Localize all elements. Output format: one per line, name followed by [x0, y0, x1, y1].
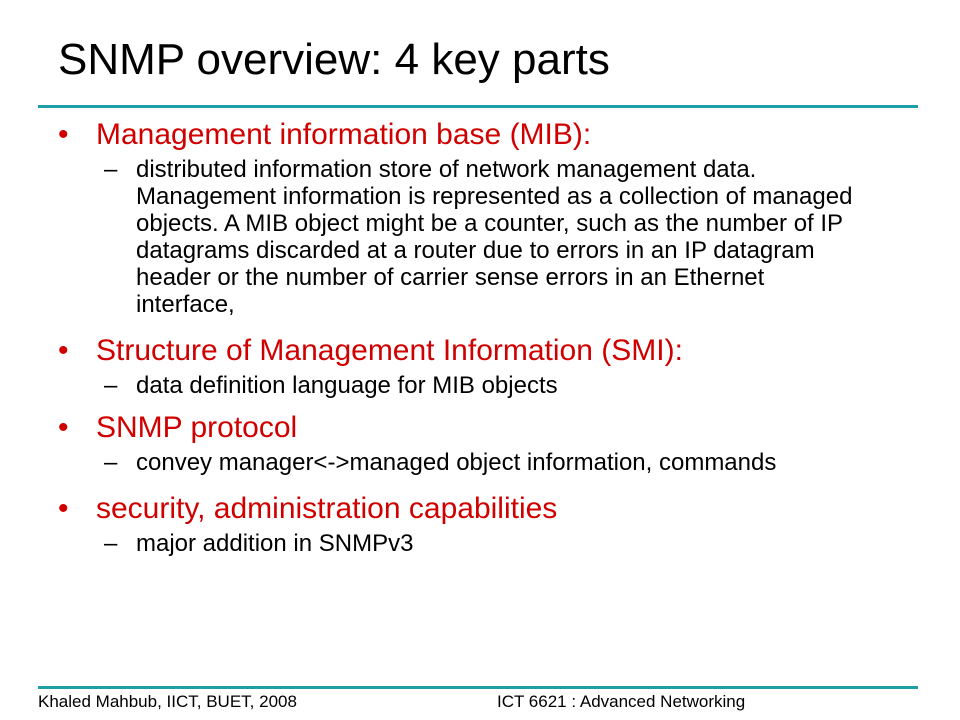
bullet-smi: [0, 332, 960, 370]
title-divider: [38, 105, 918, 108]
bullet-mib-text: Management information base (MIB):: [96, 118, 592, 151]
sub-item-mib: [0, 156, 856, 318]
section-mib: [0, 116, 960, 318]
bullet-mib: [0, 116, 960, 154]
bullet-dot-icon: •: [58, 411, 69, 444]
slide-title: SNMP overview: 4 key parts: [58, 35, 610, 84]
bullet-protocol-text: SNMP protocol: [96, 411, 298, 444]
dash-icon: –: [104, 530, 118, 557]
sub-item-smi: [0, 372, 856, 399]
section-smi: [0, 332, 960, 399]
bullet-security: [0, 490, 960, 528]
sub-item-smi-text: data definition language for MIB objects: [136, 372, 558, 399]
bullet-dot-icon: •: [58, 118, 69, 151]
bullet-dot-icon: •: [58, 334, 69, 367]
footer-divider: [38, 686, 918, 689]
dash-icon: –: [104, 372, 118, 399]
bullet-dot-icon: •: [58, 492, 69, 525]
dash-icon: –: [104, 449, 118, 476]
bullet-security-text: security, administration capabilities: [96, 492, 558, 525]
sub-item-mib-text: distributed information store of network management data. Management information is represented as a collection of managed objects. A MIB object might be a counter, such as the number of IP datagrams discarded at a router due to errors in an IP datagram header or the number of carrier sense errors in an Ethernet interface,: [136, 156, 853, 318]
section-security: [0, 490, 960, 557]
bullet-smi-text: Structure of Management Information (SMI):: [96, 334, 683, 367]
slide-content: [0, 112, 960, 557]
footer-course: ICT 6621 : Advanced Networking: [497, 692, 746, 711]
footer-author: Khaled Mahbub, IICT, BUET, 2008: [38, 692, 297, 711]
sub-item-security-text: major addition in SNMPv3: [136, 530, 414, 557]
section-protocol: [0, 409, 960, 476]
dash-icon: –: [104, 156, 118, 183]
sub-item-security: [0, 530, 856, 557]
bullet-protocol: [0, 409, 960, 447]
sub-item-protocol: [0, 449, 856, 476]
sub-item-protocol-text: convey manager<->managed object information, commands: [136, 449, 777, 476]
